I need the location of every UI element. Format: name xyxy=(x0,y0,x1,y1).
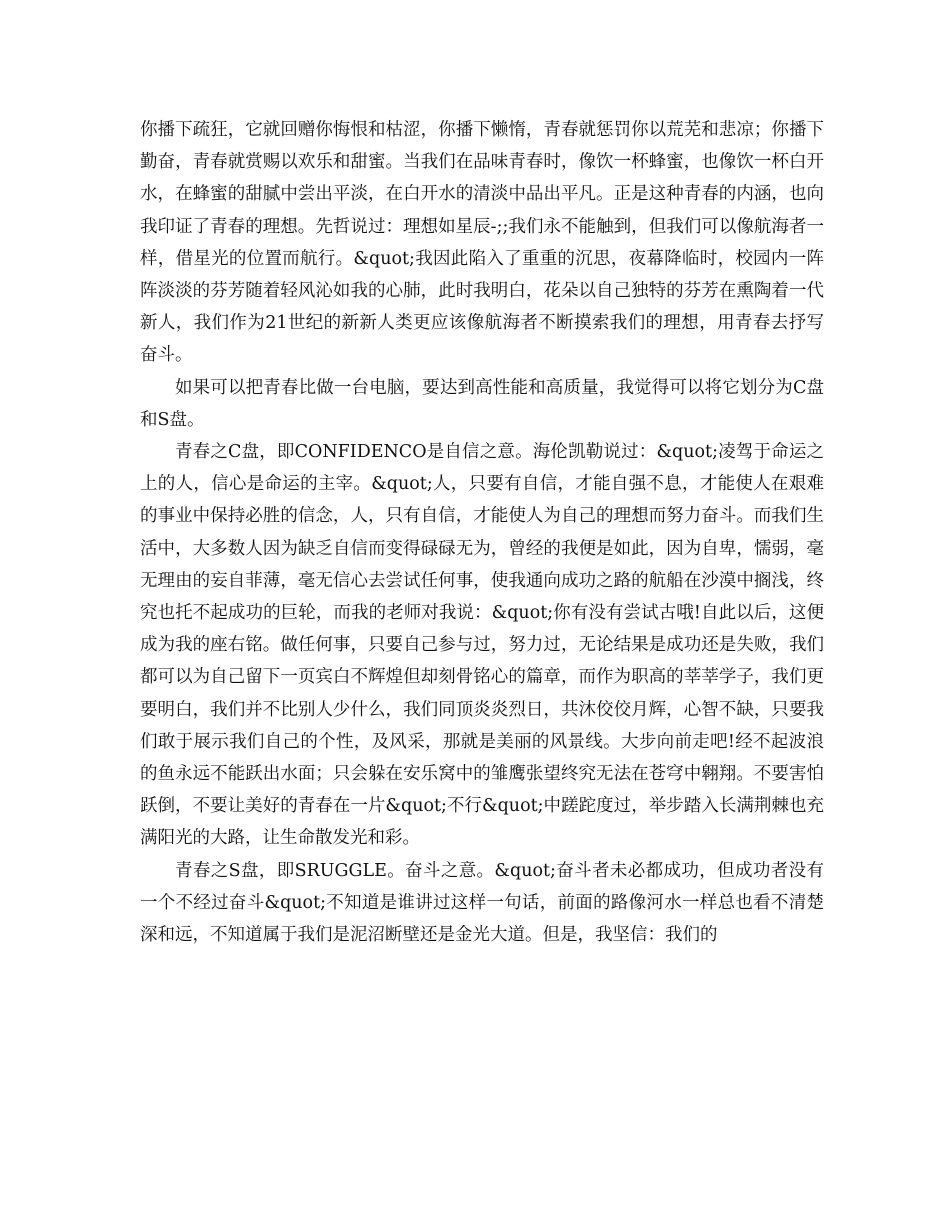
paragraph-3: 青春之C盘，即CONFIDENCO是自信之意。海伦凯勒说过：&quot;凌驾于命运之上的人，信心是命运的主宰。&quot;人，只要有自信，才能自强不息，才能使人在艰难的事业中保持必胜的信念，人，只有自信，才能使人为自己的理想而努力奋斗。而我们生活中，大多数人因为缺乏自信而变得碌碌无为，曾经的我便是如此，因为自卑，懦弱，毫无理由的妄自菲薄，毫无信心去尝试任何事，使我通向成功之路的航船在沙漠中搁浅，终究也托不起成功的巨轮，而我的老师对我说：&quot;你有没有尝试古哦!自此以后，这便成为我的座右铭。做任何事，只要自己参与过，努力过，无论结果是成功还是失败，我们都可以为自己留下一页宾白不辉煌但却刻骨铭心的篇章，而作为职高的莘莘学子，我们更要明白，我们并不比别人少什么，我们同顶炎炎烈日，共沐佼佼月辉，心智不缺，只要我们敢于展示我们自己的个性，及风采，那就是美丽的风景线。大步向前走吧!经不起波浪的鱼永远不能跃出水面；只会躲在安乐窝中的雏鹰张望终究无法在苍穹中翱翔。不要害怕跃倒，不要让美好的青春在一片&quot;不行&quot;中蹉跎度过，举步踏入长满荆棘也充满阳光的大路，让生命散发光和彩。 xyxy=(140,442,824,849)
paragraph-2: 如果可以把青春比做一台电脑，要达到高性能和高质量，我觉得可以将它划分为C盘和S盘。 xyxy=(140,377,824,430)
paragraph-4: 青春之S盘，即SRUGGLE。奋斗之意。&quot;奋斗者未必都成功，但成功者没有一个不经过奋斗&quot;不知道是谁讲过这样一句话，前面的路像河水一样总也看不清楚深和远，不知道属于我们是泥沼断壁还是金光大道。但是，我坚信：我们的 xyxy=(140,860,824,946)
paragraph-1: 你播下疏狂，它就回赠你悔恨和枯涩，你播下懒惰，青春就惩罚你以荒芜和悲凉；你播下勤奋，青春就赏赐以欢乐和甜蜜。当我们在品味青春时，像饮一杯蜂蜜，也像饮一杯白开水，在蜂蜜的甜腻中尝出平淡，在白开水的清淡中品出平凡。正是这种青春的内涵，也向我印证了青春的理想。先哲说过：理想如星辰-;;我们永不能触到，但我们可以像航海者一样，借星光的位置而航行。&quot;我因此陷入了重重的沉思，夜幕降临时，校园内一阵阵淡淡的芬芳随着轻风沁如我的心肺，此时我明白，花朵以自己独特的芬芳在熏陶着一代新人，我们作为21世纪的新新人类更应该像航海者不断摸索我们的理想，用青春去抒写奋斗。 xyxy=(140,120,824,366)
document-body xyxy=(140,114,824,951)
